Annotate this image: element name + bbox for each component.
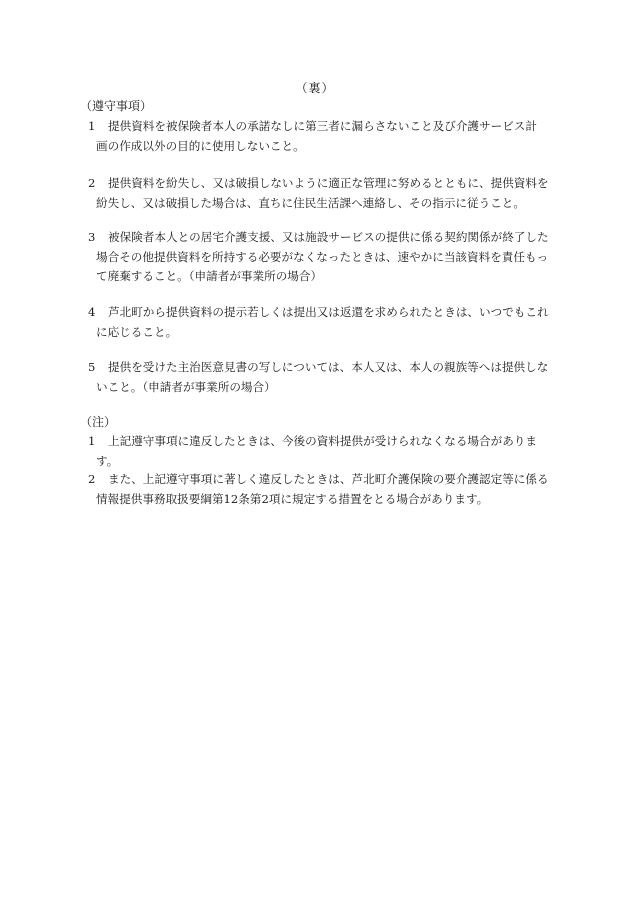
rule-number: 1 <box>88 119 96 133</box>
note-line <box>88 470 552 490</box>
rule-line <box>88 174 552 194</box>
note-item-2 <box>88 470 552 509</box>
rule-line: 場合その他提供資料を所持する必要がなくなったときは、速やかに当該資料を責任もっ <box>96 249 549 264</box>
rule-number: 2 <box>88 176 96 190</box>
page-title: （裏） <box>295 81 335 95</box>
rule-line: て廃棄すること。（申請者が事業所の場合） <box>96 269 323 284</box>
rule-item-1 <box>88 117 552 156</box>
note-line <box>88 432 552 452</box>
rule-text: 提供資料を紛失し、又は破損しないように適正な管理に努めるとともに、提供資料を <box>108 176 549 190</box>
note-number: 1 <box>88 434 96 448</box>
rule-line <box>88 228 552 248</box>
rule-number: 5 <box>88 360 96 374</box>
note-number: 2 <box>88 472 96 486</box>
rule-text: 被保険者本人との居宅介護支援、又は施設サービスの提供に係る契約関係が終了した <box>108 230 549 244</box>
rule-line <box>88 117 552 137</box>
rule-line: 紛失し、又は破損した場合は、直ちに住民生活課へ連絡し、その指示に従うこと。 <box>96 195 525 210</box>
rule-item-5 <box>88 358 552 397</box>
rules-heading: （遵守事項） <box>80 99 153 113</box>
note-item-1 <box>88 432 552 471</box>
rule-line: に応じること。 <box>96 324 178 339</box>
notes-heading: （注） <box>80 415 117 429</box>
rule-line <box>88 358 552 378</box>
note-line: す。 <box>96 453 119 468</box>
note-text: また、上記遵守事項に著しく違反したときは、芦北町介護保険の要介護認定等に係る <box>108 472 549 486</box>
note-line: 情報提供事務取扱要綱第12条第2項に規定する措置をとる場合があります。 <box>96 491 489 506</box>
rule-line: いこと。（申請者が事業所の場合） <box>96 379 276 394</box>
rule-text: 提供資料を被保険者本人の承諾なしに第三者に漏らさないこと及び介護サービス計 <box>108 119 537 133</box>
note-text: 上記遵守事項に違反したときは、今後の資料提供が受けられなくなる場合がありま <box>108 434 537 448</box>
rule-line <box>88 303 552 323</box>
rule-item-2 <box>88 174 552 213</box>
rule-text: 提供を受けた主治医意見書の写しについては、本人又は、本人の親族等へは提供しな <box>108 360 549 374</box>
rule-number: 3 <box>88 230 96 244</box>
rule-item-3 <box>88 228 552 287</box>
rule-line: 画の作成以外の目的に使用しないこと。 <box>96 138 305 153</box>
rule-number: 4 <box>88 305 96 319</box>
rule-item-4 <box>88 303 552 342</box>
rule-text: 芦北町から提供資料の提示若しくは提出又は返還を求められたときは、いつでもこれ <box>108 305 549 319</box>
